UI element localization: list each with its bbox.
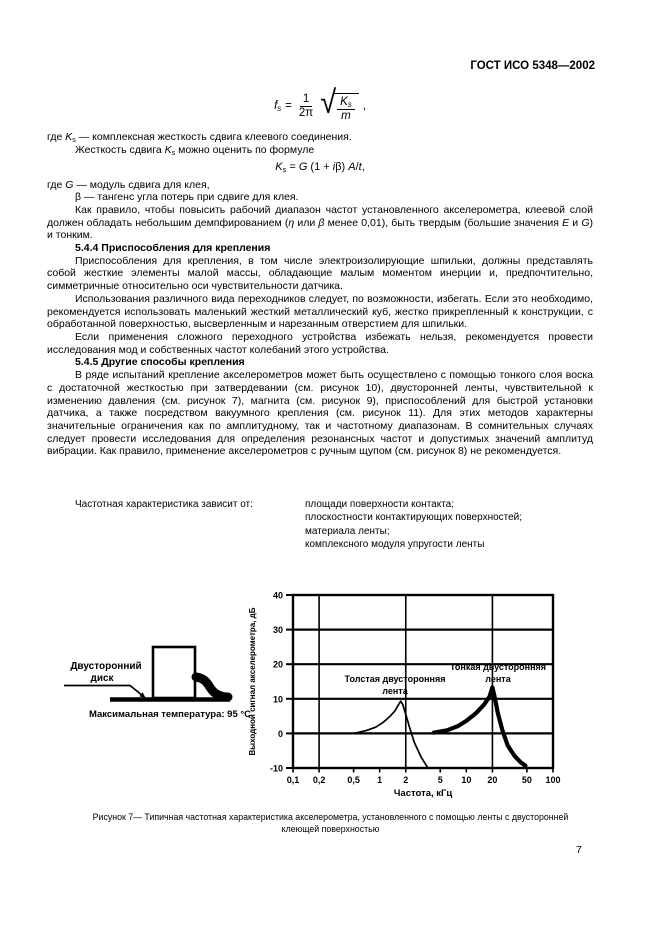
series-line-0 xyxy=(354,701,428,768)
mounting-diagram xyxy=(58,642,253,727)
formula-lhs: $f_s$ xyxy=(274,100,282,114)
beta-definition: β — тангенс угла потерь при сдвиге для клея. xyxy=(75,191,299,204)
note-items xyxy=(305,498,593,551)
frequency-response-chart xyxy=(243,590,598,802)
y-tick-label: 20 xyxy=(272,659,283,670)
x-tick-label: 2 xyxy=(403,775,409,785)
y-axis-label: Выходной сигнал акселерометра, дБ xyxy=(248,607,257,756)
paragraph: Если применения сложного переходного устройства избежать нельзя, рекомендуется провести исследования мод и собственных частот колебаний этого устройства. xyxy=(47,330,593,356)
figure-caption xyxy=(0,811,661,835)
equals-sign: = xyxy=(285,100,292,113)
section-heading-544: 5.4.4 Приспособления для крепления xyxy=(75,242,271,255)
y-tick-label: 10 xyxy=(272,694,283,705)
y-tick-label: 40 xyxy=(272,590,283,601)
y-tick-label: -10 xyxy=(269,763,283,774)
intro-paragraph: Как правило, чтобы повысить рабочий диапазон частот установленного акселерометра, клеевой слой должен обладать небольшим демпфированием (η или β менее 0,01), быть твердым (большие значения E и G) и тонким. xyxy=(47,203,593,242)
y-tick-label: 30 xyxy=(272,625,283,636)
series-label-1: Тонкая двусторонняя xyxy=(449,662,547,672)
fraction-one-over-2pi: $\frac{1}{2\pi}$ xyxy=(298,93,314,120)
x-tick-label: 20 xyxy=(487,775,498,785)
x-tick-label: 0,1 xyxy=(286,775,300,785)
figure-caption-line1: Рисунок 7— Типичная частотная характеристика акселерометра, установленного с помощью ленты с двусторонней xyxy=(92,812,569,822)
note-item: плоскостности контактирующих поверхностей; xyxy=(305,512,523,524)
square-root xyxy=(320,85,359,123)
callout-leader-line xyxy=(64,686,143,697)
frequency-note-block xyxy=(47,498,593,551)
x-tick-label: 100 xyxy=(545,775,561,785)
series-label-0: лента xyxy=(382,686,408,696)
x-tick-label: 0,2 xyxy=(312,775,326,785)
where-ks-definition: где $K_s$ — комплексная жесткость сдвига клеевого соединения. xyxy=(47,131,352,145)
formula-comma: , xyxy=(362,100,366,113)
x-tick-label: 5 xyxy=(437,775,443,785)
x-tick-label: 50 xyxy=(521,775,532,785)
callout-label-line1: Двусторонний xyxy=(70,661,142,672)
note-item: площади поверхности контакта; xyxy=(305,499,455,510)
paragraph: Использования различного вида переходников следует, по возможности, избегать. Если это необходимо, рекомендуется использовать маленький жесткий металлический куб, жестко прикрепленный к конструкции, с обработанной поверхностью, высверленным и нарезанным отверстием для шпильки. xyxy=(47,292,593,331)
section-heading-545: 5.4.5 Другие способы крепления xyxy=(75,356,245,369)
formula-resonance-frequency xyxy=(47,85,593,123)
note-item: комплексного модуля упругости ленты xyxy=(305,538,485,550)
y-tick-label: 0 xyxy=(277,728,283,739)
where-g-definition: где G — модуль сдвига для клея, xyxy=(47,178,210,191)
cable-shape xyxy=(196,677,228,697)
body-text xyxy=(47,85,593,458)
fraction-ks-over-m: $\frac{K_s}{m}$ xyxy=(337,96,355,123)
paragraph: В ряде испытаний крепление акселерометров может быть осуществлено с помощью тонкого слоя воска с достаточной жесткостью при затвердевании (см. рисунок 10), двусторонней ленты, чувствительной к изменению давления (см. рисунок 7), магнита (см. рисунок 9), приспособлений для быстрой установки датчика, а также посредством вакуумного крепления (см. рисунок 11). Для этих методов характерны значительные ограничения как по амплитудному, так и частотному диапазонам. В сомнительных случаях следует провести исследования для определения резонансных частот и допустимых значений амплитуд вибрации. Как правило, применение акселерометров с ручным щупом (см. рисунок 8) не рекомендуется. xyxy=(47,369,593,458)
shear-stiffness-line: Жесткость сдвига $K_s$ можно оценить по формуле xyxy=(75,144,315,158)
x-tick-label: 0,5 xyxy=(347,775,360,785)
doc-number: ГОСТ ИСО 5348—2002 xyxy=(470,60,595,72)
x-tick-label: 10 xyxy=(461,775,472,785)
radical-sign-icon: √ xyxy=(320,85,337,121)
temperature-note: Максимальная температура: 95 °С xyxy=(88,709,252,720)
figure-caption-line2: клеющей поверхностью xyxy=(281,824,380,834)
note-label: Частотная характеристика зависит от: xyxy=(75,499,253,510)
x-tick-label: 1 xyxy=(377,775,383,785)
radicand xyxy=(333,93,359,123)
callout-label-line2: диск xyxy=(90,673,114,684)
accelerometer-block xyxy=(153,647,195,698)
paragraph: Приспособления для крепления, в том числе электроизолирующие шпильки, должны представлять собой жесткие элементы малой массы, обладающие малым моментом инерции и, предпочтительно, симметричные относительно оси чувствительности датчика. xyxy=(47,254,593,293)
page-number: 7 xyxy=(576,844,582,856)
note-item: материала ленты; xyxy=(305,525,390,537)
x-axis-label: Частота, кГц xyxy=(393,788,453,799)
series-label-1: лента xyxy=(485,674,511,684)
formula-shear-stiffness: $K_s = G$ (1 + iβ) A/t, xyxy=(275,160,365,174)
series-label-0: Толстая двусторонняя xyxy=(344,674,446,684)
